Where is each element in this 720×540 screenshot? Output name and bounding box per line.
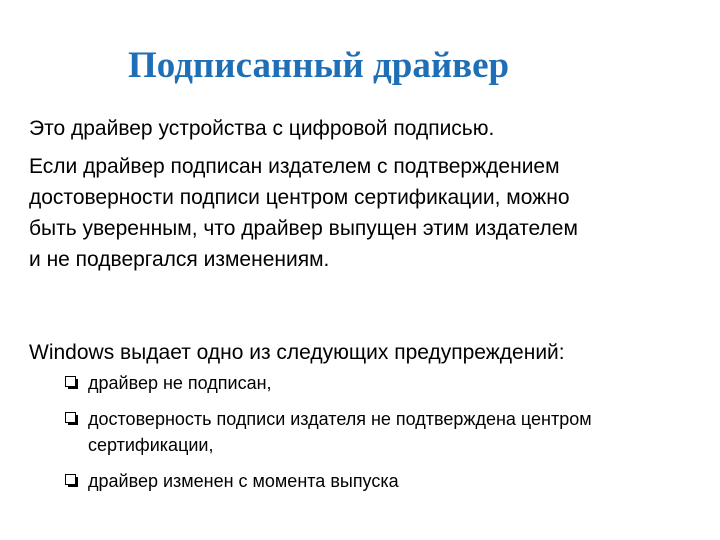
list-item-text: драйвер не подписан,: [88, 373, 272, 393]
paragraph-warnings-intro: Windows выдает одно из следующих предупреждений:: [29, 341, 565, 364]
warnings-list: [63, 370, 703, 504]
hollow-square-bullet-icon: [65, 376, 78, 389]
list-item: [63, 468, 703, 494]
list-item: [63, 406, 703, 458]
list-item: [63, 370, 703, 396]
list-item-text: драйвер изменен с момента выпуска: [88, 471, 399, 491]
paragraph-explanation: Если драйвер подписан издателем с подтверждением достоверности подписи центром сертификации, можно быть уверенным, что драйвер выпущен этим издателем и не подвергался изменениям.: [29, 155, 578, 271]
paragraph-definition: Это драйвер устройства с цифровой подписью.: [29, 117, 495, 140]
list-item-text: достоверность подписи издателя не подтверждена центром сертификации,: [88, 409, 592, 455]
hollow-square-bullet-icon: [65, 412, 78, 425]
hollow-square-bullet-icon: [65, 474, 78, 487]
slide-title: Подписанный драйвер: [128, 45, 510, 86]
